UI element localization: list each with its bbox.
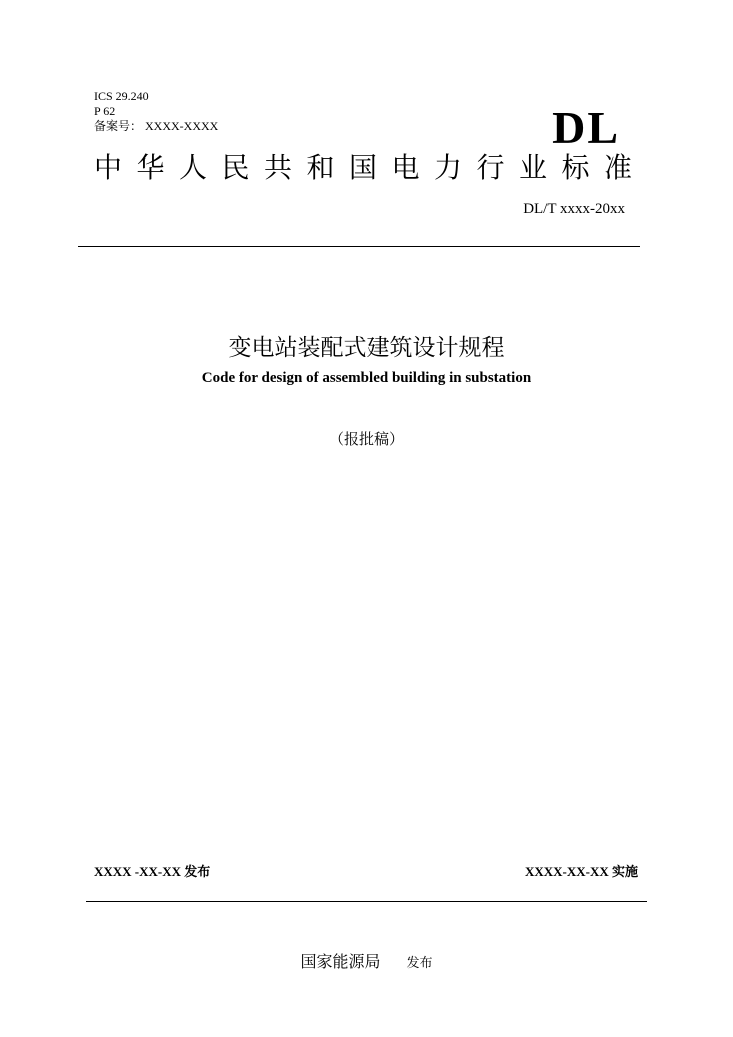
ics-code: ICS 29.240 <box>94 89 149 103</box>
document-title-chinese: 变电站装配式建筑设计规程 <box>228 335 505 361</box>
document-title-english: Code for design of assembled building in substation <box>201 370 532 386</box>
issue-date: XXXX -XX-XX 发布 <box>94 864 211 879</box>
filing-number: 备案号： XXXX-XXXX <box>94 119 219 133</box>
classification-code: P 62 <box>94 104 116 118</box>
publisher-action: 发布 <box>406 956 433 971</box>
header-divider <box>78 246 640 247</box>
publisher-name: 国家能源局 <box>300 952 381 971</box>
draft-stage-label: （报批稿） <box>328 430 404 448</box>
standard-type-heading: 中华人民共和国电力行业标准 <box>94 151 647 184</box>
dl-logo: DL <box>552 102 620 153</box>
publisher-line <box>0 951 733 975</box>
footer-divider <box>86 901 647 902</box>
implementation-date: XXXX-XX-XX 实施 <box>524 864 638 879</box>
standard-number: DL/T xxxx-20xx <box>523 201 625 217</box>
